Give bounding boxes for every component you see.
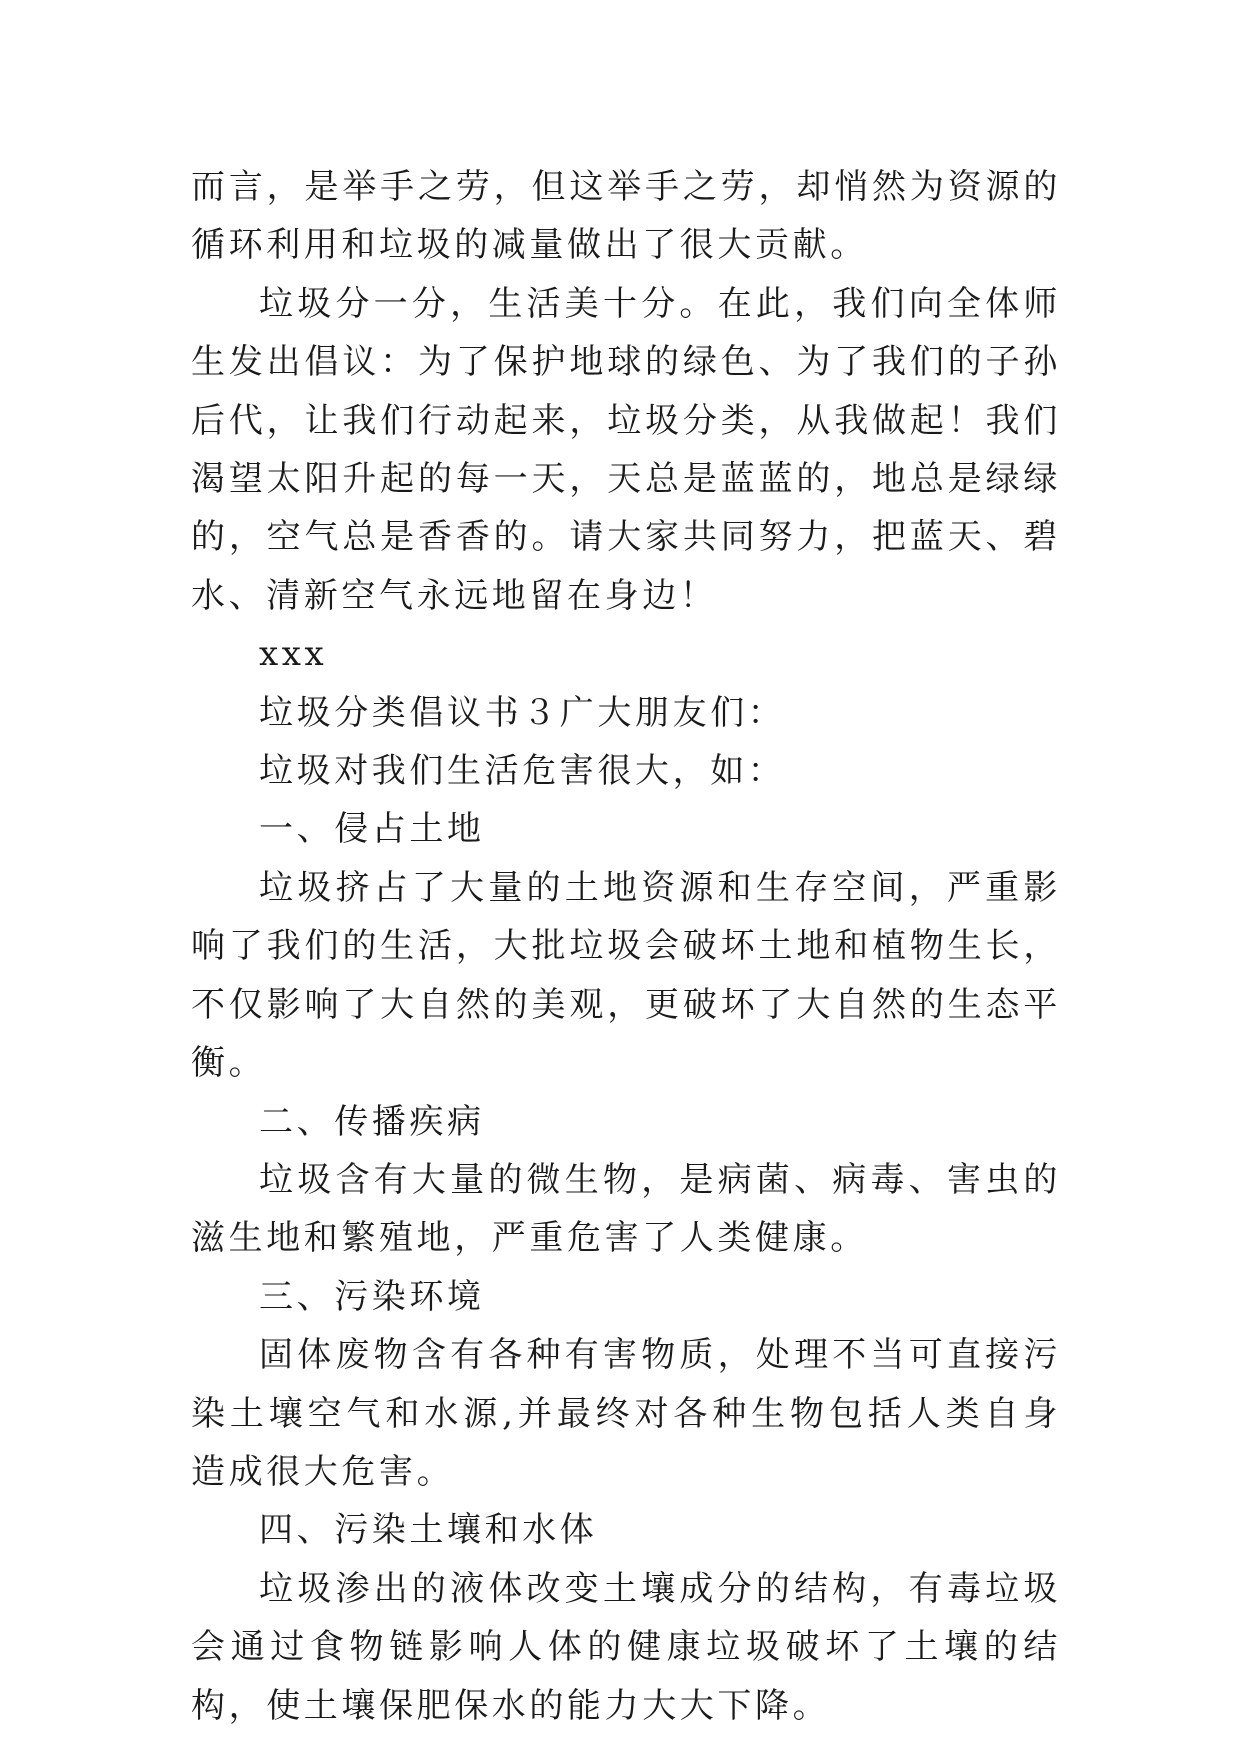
paragraph-disease: 垃圾含有大量的微生物，是病菌、病毒、害虫的滋生地和繁殖地，严重危害了人类健康。: [191, 1159, 1061, 1259]
paragraph-intro: 垃圾对我们生活危害很大，如：: [259, 751, 786, 792]
heading-soil-water: 四、污染土壤和水体: [259, 1510, 598, 1551]
heading-disease: 二、传播疾病: [259, 1101, 485, 1142]
section-title: 垃圾分类倡议书３广大朋友们：: [259, 692, 786, 733]
paragraph-land: 垃圾挤占了大量的土地资源和生存空间，严重影响了我们的生活，大批垃圾会破坏土地和植物生长，不仅影响了大自然的美观，更破坏了大自然的生态平衡。: [191, 867, 1061, 1084]
paragraph-environment: 固体废物含有各种有害物质，处理不当可直接污染土壤空气和水源,并最终对各种生物包括人类自身造成很大危害。: [191, 1335, 1061, 1492]
paragraph-proposal: 垃圾分一分，生活美十分。在此，我们向全体师生发出倡议：为了保护地球的绿色、为了我们的子孙后代，让我们行动起来，垃圾分类，从我做起！我们渴望太阳升起的每一天，天总是蓝蓝的，地总是绿绿的，空气总是香香的。请大家共同努力，把蓝天、碧水、清新空气永远地留在身边！: [191, 283, 1061, 616]
heading-environment: 三、污染环境: [259, 1276, 485, 1317]
document-body: [191, 158, 1061, 1735]
paragraph-soil-water: 垃圾渗出的液体改变土壤成分的结构，有毒垃圾会通过食物链影响人体的健康垃圾破坏了土壤的结构，使土壤保肥保水的能力大大下降。: [191, 1568, 1061, 1726]
signature-placeholder: xxx: [259, 634, 328, 675]
heading-land: 一、侵占土地: [259, 809, 485, 850]
paragraph-continuation: 而言，是举手之劳，但这举手之劳，却悄然为资源的循环利用和垃圾的减量做出了很大贡献。: [191, 167, 1061, 266]
